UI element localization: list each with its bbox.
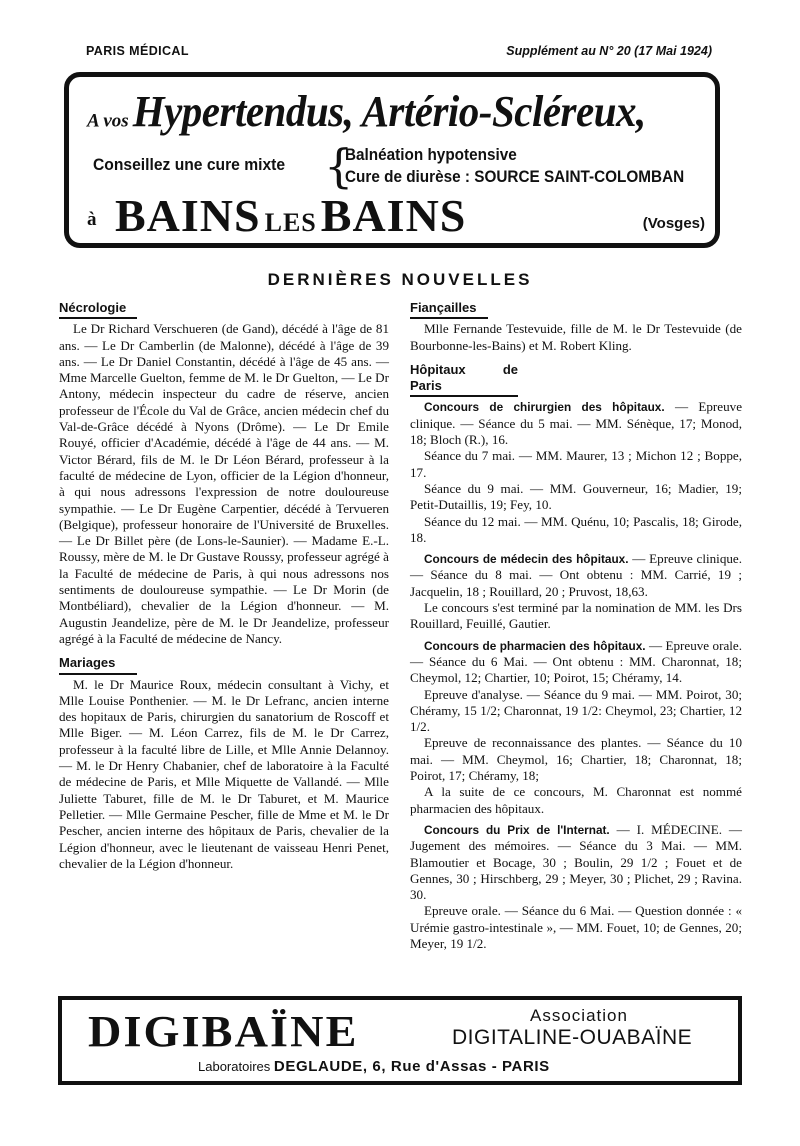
pharmacien-analyse: Epreuve d'analyse. — Séance du 9 mai. — MM. Poirot, 30; Chéramy, 15 1/2; Charonnat, 19 1/2: Cheymol, 23; Chartier, 12 1/2. [410,686,742,735]
medecin-nomination: Le concours s'est terminé par la nomination de MM. les Drs Rouillard, Feuillé, Gautier. [410,600,742,632]
chirurgien-subheading: Concours de chirurgien des hôpitaux. [424,400,665,415]
necrologie-heading: Nécrologie [59,300,137,319]
bains-les-bains-advertisement [64,72,720,248]
chirurgien-seance-7: Séance du 7 mai. — MM. Maurer, 13 ; Michon 12 ; Boppe, 17. [410,448,742,480]
laboratory-line [198,1058,550,1075]
internat-text: — I. MÉDECINE. — Jugement des mémoires. — Séance du 3 Mai. — MM. Blamoutier et Bocage, 30 ; Boulin, 29 1/2 ; Fouet et de Gennes, 30 ; Hirschberg, 29 ; Meyer, 30 ; Plichet, 29 ; Ravina. 30. [410,821,742,903]
issue-info: Supplément au N° 20 (17 Mai 1924) [506,44,712,58]
internat-subheading: Concours du Prix de l'Internat. [424,822,610,837]
internat-orale: Epreuve orale. — Séance du 6 Mai. — Question donnée : « Urémie gastro-intestinale », — MM. Fouet, 10; de Gennes, 20; Meyer, 19 1/2. [410,903,742,951]
journal-name: PARIS MÉDICAL [86,44,189,58]
hopitaux-heading: Hôpitaux de Paris [410,362,518,398]
ad-preposition: à [87,209,97,230]
spacer [59,647,389,655]
pharmacien-nomination: A la suite de ce concours, M. Charonnat est nommé pharmacien des hôpitaux. [410,784,742,816]
pharmacien-subheading: Concours de pharmacien des hôpitaux. [424,638,646,653]
pharmacien-paragraph [410,638,742,687]
ad-treatment-2: Cure de diurèse : SOURCE SAINT-COLOMBAN [345,167,685,186]
fiancailles-heading: Fiançailles [410,300,488,319]
chirurgien-seance-9: Séance du 9 mai. — MM. Gouverneur, 16; Madier, 19; Petit-Dutaillis, 19; Fey, 10. [410,480,742,513]
pharmacien-text: — Epreuve orale. — Séance du 6 Mai. — Ont obtenu : MM. Charonnat, 18; Cheymol, 12; Chartier, 10; Poirot, 15; Chéramy, 14. [410,637,742,686]
right-column [410,300,742,952]
internat-paragraph [410,822,742,903]
medecin-paragraph [410,551,742,600]
mariages-heading: Mariages [59,655,137,674]
ad-region: (Vosges) [642,215,705,232]
pharmacien-plantes: Epreuve de reconnaissance des plantes. — Séance du 10 mai. — MM. Cheymol, 16; Chartier, 18; Charonnat, 18; Poirot, 17; Chéramy, 18; [410,735,742,784]
laboratory-prefix: Laboratoires [198,1059,271,1074]
ad-headline-prefix: A vos [87,110,129,132]
ad-headline [87,87,646,135]
digibaine-advertisement [58,996,742,1085]
digibaine-brand: DIGIBAÏNE [88,1007,359,1056]
section-title: DERNIÈRES NOUVELLES [267,270,533,289]
ad-advice: Conseillez une cure mixte [93,155,286,174]
association-label: Association [530,1006,628,1025]
laboratory-address: DEGLAUDE, 6, Rue d'Assas - PARIS [273,1058,550,1075]
ad-bains-2: BAINS [320,190,467,241]
left-column [59,300,389,872]
ad-headline-main: Hypertendus, Artério-Scléreux, [132,86,646,136]
chirurgien-text: — Epreuve clinique. — Séance du 5 mai. — MM. Sénèque, 17; Monod, 18; Bloch (R.), 16. [410,399,743,448]
ad-place-name [115,189,466,242]
chirurgien-paragraph [410,399,742,448]
ad-treatment-1: Balnéation hypotensive [345,145,517,164]
ad-bains-1: BAINS [115,190,261,241]
brace-glyph: { [324,139,354,193]
chirurgien-seance-12: Séance du 12 mai. — MM. Quénu, 10; Pascalis, 18; Girode, 18. [410,513,742,545]
ad-les: LES [264,208,317,237]
running-header [86,44,712,60]
fiancailles-text: Mlle Fernande Testevuide, fille de M. le Dr Testevuide (de Bourbonne-les-Bains) et M. Robert Kling. [410,321,742,353]
digitaline-label: DIGITALINE-OUABAÏNE [452,1026,693,1049]
necrologie-text: Le Dr Richard Verschueren (de Gand), décédé à l'âge de 81 ans. — Le Dr Camberlin (de Malonne), décédé à l'âge de 39 ans. — Le Dr Daniel Constantin, décédé à l'âge de 45 ans. — Mme Marcelle Guelton, femme de M. le Dr Guelton, — Le Dr Antony, médecin inspecteur du cadre de réserve, ancien professeur de l'École du Val de Grâce, ancien médecin chef du Val-de-Grâce décédé à Nyons (Drôme). — Le Dr Emile Rouyé, officier d'Académie, décédé à l'âge de 44 ans. — M. Victor Bérard, fils de M. le Dr Léon Bérard, professeur à la faculté de médecine de Lyon, officier de la Légion d'honneur, à qui nous adressons l'expression de notre douloureuse sympathie. — Le Dr Eugène Carpentier, décédé à Tervueren (Belgique), professeur honoraire de l'Université de Bruxelles. — Le Dr Billet père (de Lons-le-Saunier). — Madame E.-L. Roussy, mère de M. le Dr Gustave Roussy, professeur agrégé à la Faculté de médecine de Paris, à qui nous adressons nos sentiments de douloureuse sympathie. — Le Dr Morin (de Montbéliard), chevalier de la Légion d'honneur. — M. Augustin Jeandelize, père de M. le Dr Jeandelize, professeur agrégé à la Faculté de médecine de Nancy. [59,321,389,646]
mariages-text: M. le Dr Maurice Roux, médecin consultant à Vichy, et Mlle Louise Ponthenier. — M. le Dr Lefranc, ancien interne des hopitaux de Paris, chirurgien du sanatorium de Roscoff et Mlle Biger. — M. Léon Carrez, fils de M. le Dr Carrez, professeur à la faculté libre de Lille, et Mlle Annie Delannoy. — M. le Dr Henry Chabanier, chef de laboratoire à la Faculté de médecine de Paris, et Mlle Miquette de Vallandé. — Mlle Juliette Taburet, fille de M. le Dr Taburet, et M. Maurice Pelletier. — Mlle Germaine Pescher, fille de Mme et M. le Dr Pescher, ancien interne des hôpitaux de Paris, chevalier de la Légion d'honneur, avec le lieutenant de vaisseau Henri Penet, chevalier de la Légion d'honneur. [59,676,389,871]
medecin-text: — Epreuve clinique. — Séance du 8 mai. — Ont obtenu : MM. Carrié, 19 ; Jacquelin, 18 ; Rouillard, 20 ; Pruvost, 18,63. [410,551,742,599]
spacer [410,354,742,362]
medecin-subheading: Concours de médecin des hôpitaux. [424,552,629,567]
